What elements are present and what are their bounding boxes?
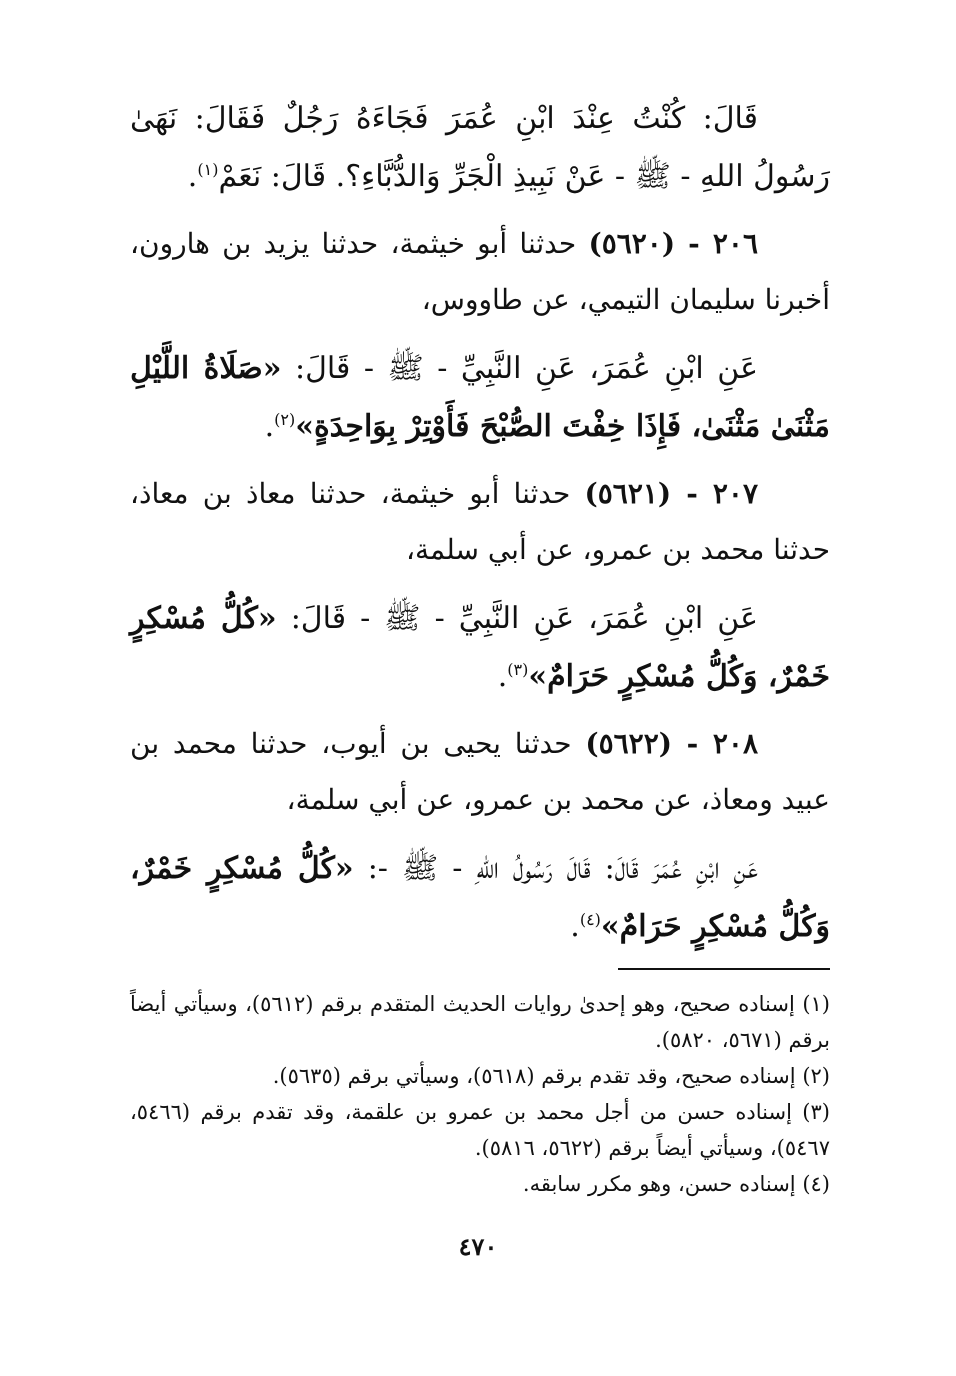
footnote-ref-2: (٢)	[274, 410, 296, 429]
prophetic-quote: «كُلُّ مُسْكِرٍ خَمْرٌ، وَكُلُّ مُسْكِرٍ حَرَامٌ»	[130, 851, 830, 944]
hadith-number: ٢٠٦ - (٥٦٢٠)	[588, 227, 758, 260]
hadith-text-206: عَنِ ابْنِ عُمَرَ، عَنِ النَّبِيِّ - ﷺ - قَالَ: «صَلَاةُ اللَّيْلِ مَثْنَىٰ مَثْنَىٰ، فَإِذَا خِفْتَ الصُّبْحَ فَأَوْتِرْ بِوَاحِدَةٍ»$^{(٢)}$.	[130, 351, 830, 444]
footnote-2: (٢) إسناده صحيح، وقد تقدم برقم (٥٦١٨)، وسيأتي برقم (٥٦٣٥).	[272, 1064, 830, 1088]
footnotes	[130, 986, 830, 1202]
hadith-text-207: عَنِ ابْنِ عُمَرَ، عَنِ النَّبِيِّ - ﷺ - قَالَ: «كُلُّ مُسْكِرٍ خَمْرٌ، وَكُلُّ مُسْكِرٍ حَرَامٌ»$^{(٣)}$.	[130, 601, 830, 694]
prophetic-quote: «صَلَاةُ اللَّيْلِ مَثْنَىٰ مَثْنَىٰ، فَإِذَا خِفْتَ الصُّبْحَ فَأَوْتِرْ بِوَاحِدَةٍ»	[130, 351, 830, 444]
footnote-divider	[618, 968, 830, 970]
main-text	[130, 90, 830, 960]
hadith-number: ٢٠٨ - (٥٦٢٢)	[585, 727, 758, 760]
footnote-4: (٤) إسناده حسن، وهو مكرر سابقه.	[522, 1172, 830, 1196]
footnote-3: (٣) إسناده حسن من أجل محمد بن عمرو بن علقمة، وقد تقدم برقم (٥٤٦٦، ٥٤٦٧)، وسيأتي أيضاً برقم (٥٦٢٢، ٥٨١٦).	[130, 1100, 830, 1160]
footnote-ref-3: (٣)	[507, 660, 529, 679]
hadith-chain-208: ٢٠٨ - (٥٦٢٢) حدثنا يحيى بن أيوب، حدثنا محمد بن عبيد ومعاذ، عن محمد بن عمرو، عن أبي سلمة،	[130, 727, 830, 816]
hadith-number: ٢٠٧ - (٥٦٢١)	[584, 477, 758, 510]
footnote-ref-1: (١)	[197, 160, 219, 179]
footnote-1: (١) إسناده صحيح، وهو إحدىٰ روايات الحديث المتقدم برقم (٥٦١٢)، وسيأتي أيضاً برقم (٥٦٧١، ٥٨٢٠).	[130, 992, 830, 1052]
hadith-chain-206: ٢٠٦ - (٥٦٢٠) حدثنا أبو خيثمة، حدثنا يزيد بن هارون، أخبرنا سليمان التيمي، عن طاووس،	[130, 227, 830, 316]
prophetic-quote: «كُلُّ مُسْكِرٍ خَمْرٌ، وَكُلُّ مُسْكِرٍ حَرَامٌ»	[130, 601, 830, 694]
footnote-ref-4: (٤)	[579, 910, 601, 929]
page-number: ٤٧٠	[458, 1232, 498, 1261]
hadith-chain-207: ٢٠٧ - (٥٦٢١) حدثنا أبو خيثمة، حدثنا معاذ بن معاذ، حدثنا محمد بن عمرو، عن أبي سلمة،	[130, 477, 830, 566]
hadith-text-208: عَنِ ابْنِ عُمَرَ قَالَ: قَالَ رَسُولُ اللهِ - ﷺ -: «كُلُّ مُسْكِرٍ خَمْرٌ، وَكُلُّ مُسْكِرٍ حَرَامٌ»$^{(٤)}$.	[130, 851, 830, 944]
hadith-text-1: قَالَ: كُنْتُ عِنْدَ ابْنِ عُمَرَ فَجَاءَهُ رَجُلٌ فَقَالَ: نَهَىٰ رَسُولُ اللهِ - ﷺ - عَنْ نَبِيذِ الْجَرِّ وَالدُّبَّاءِ؟. قَالَ: نَعَمْ$^{(١)}$.	[130, 101, 830, 194]
